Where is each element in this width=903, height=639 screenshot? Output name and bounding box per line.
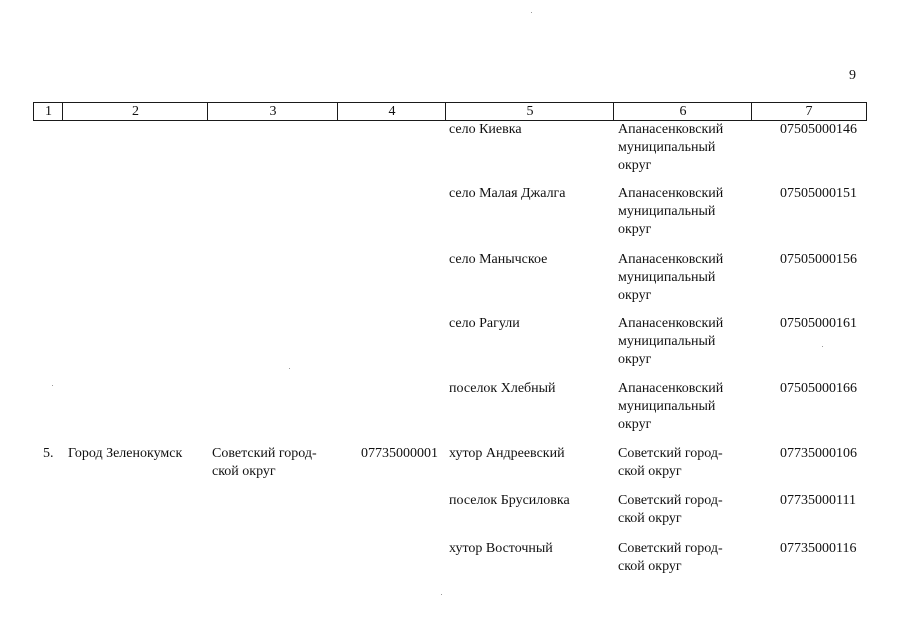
district-line: муниципальный bbox=[618, 399, 716, 414]
header-cell-6: 6 bbox=[613, 102, 752, 121]
district-line: ской округ bbox=[618, 464, 682, 479]
settlement-name: село Малая Джалга bbox=[449, 186, 566, 201]
district-line: Апанасенковский bbox=[618, 186, 724, 201]
scan-speck bbox=[289, 368, 290, 369]
district-line: Апанасенковский bbox=[618, 122, 724, 137]
district-line: Советский город- bbox=[618, 493, 723, 508]
oktmo-code: 07505000146 bbox=[780, 122, 857, 137]
settlement-name: поселок Брусиловка bbox=[449, 493, 570, 508]
oktmo-code: 07505000166 bbox=[780, 381, 857, 396]
district-line: округ bbox=[618, 288, 652, 303]
oktmo-code: 07505000151 bbox=[780, 186, 857, 201]
oktmo-code: 07505000156 bbox=[780, 252, 857, 267]
district-line: Апанасенковский bbox=[618, 252, 724, 267]
district-line: Советский город- bbox=[212, 446, 317, 461]
scan-speck bbox=[531, 12, 532, 13]
district-line: Апанасенковский bbox=[618, 316, 724, 331]
district-line: Советский город- bbox=[618, 541, 723, 556]
settlement-name: поселок Хлебный bbox=[449, 381, 556, 396]
header-cell-7: 7 bbox=[751, 102, 867, 121]
district-line: округ bbox=[618, 222, 652, 237]
district-line: ской округ bbox=[212, 464, 276, 479]
district-line: округ bbox=[618, 158, 652, 173]
oktmo-code: 07505000161 bbox=[780, 316, 857, 331]
settlement-name: хутор Андреевский bbox=[449, 446, 565, 461]
settlement-name: село Манычское bbox=[449, 252, 548, 267]
district-line: округ bbox=[618, 352, 652, 367]
header-cell-1: 1 bbox=[33, 102, 63, 121]
district-name bbox=[618, 315, 750, 369]
city-code: 07735000001 bbox=[361, 446, 438, 461]
settlement-name: село Рагули bbox=[449, 316, 520, 331]
scan-speck bbox=[441, 594, 442, 595]
table-header-row bbox=[33, 102, 867, 120]
district-line: муниципальный bbox=[618, 204, 716, 219]
page-number: 9 bbox=[849, 68, 856, 83]
row-number: 5. bbox=[43, 446, 54, 461]
district-line: муниципальный bbox=[618, 334, 716, 349]
scan-speck bbox=[52, 385, 53, 386]
header-cell-5: 5 bbox=[445, 102, 614, 121]
city-name: Город Зеленокумск bbox=[68, 446, 183, 461]
oktmo-code: 07735000106 bbox=[780, 446, 857, 461]
district-line: Апанасенковский bbox=[618, 381, 724, 396]
district-line: муниципальный bbox=[618, 270, 716, 285]
district-line: муниципальный bbox=[618, 140, 716, 155]
district-name bbox=[618, 185, 750, 239]
district-name bbox=[618, 540, 750, 576]
header-cell-3: 3 bbox=[207, 102, 338, 121]
oktmo-code: 07735000116 bbox=[780, 541, 857, 556]
settlement-name: хутор Восточный bbox=[449, 541, 553, 556]
district-name bbox=[618, 380, 750, 434]
district-line: Советский город- bbox=[618, 446, 723, 461]
district-name bbox=[618, 251, 750, 305]
district-line: округ bbox=[618, 417, 652, 432]
header-cell-2: 2 bbox=[62, 102, 208, 121]
oktmo-code: 07735000111 bbox=[780, 493, 856, 508]
header-cell-4: 4 bbox=[337, 102, 446, 121]
district-name bbox=[618, 121, 750, 175]
settlement-name: село Киевка bbox=[449, 122, 522, 137]
district-line: ской округ bbox=[618, 511, 682, 526]
district-name bbox=[618, 445, 750, 481]
district-line: ской округ bbox=[618, 559, 682, 574]
city-district bbox=[212, 445, 336, 481]
scan-speck bbox=[822, 346, 823, 347]
district-name bbox=[618, 492, 750, 528]
